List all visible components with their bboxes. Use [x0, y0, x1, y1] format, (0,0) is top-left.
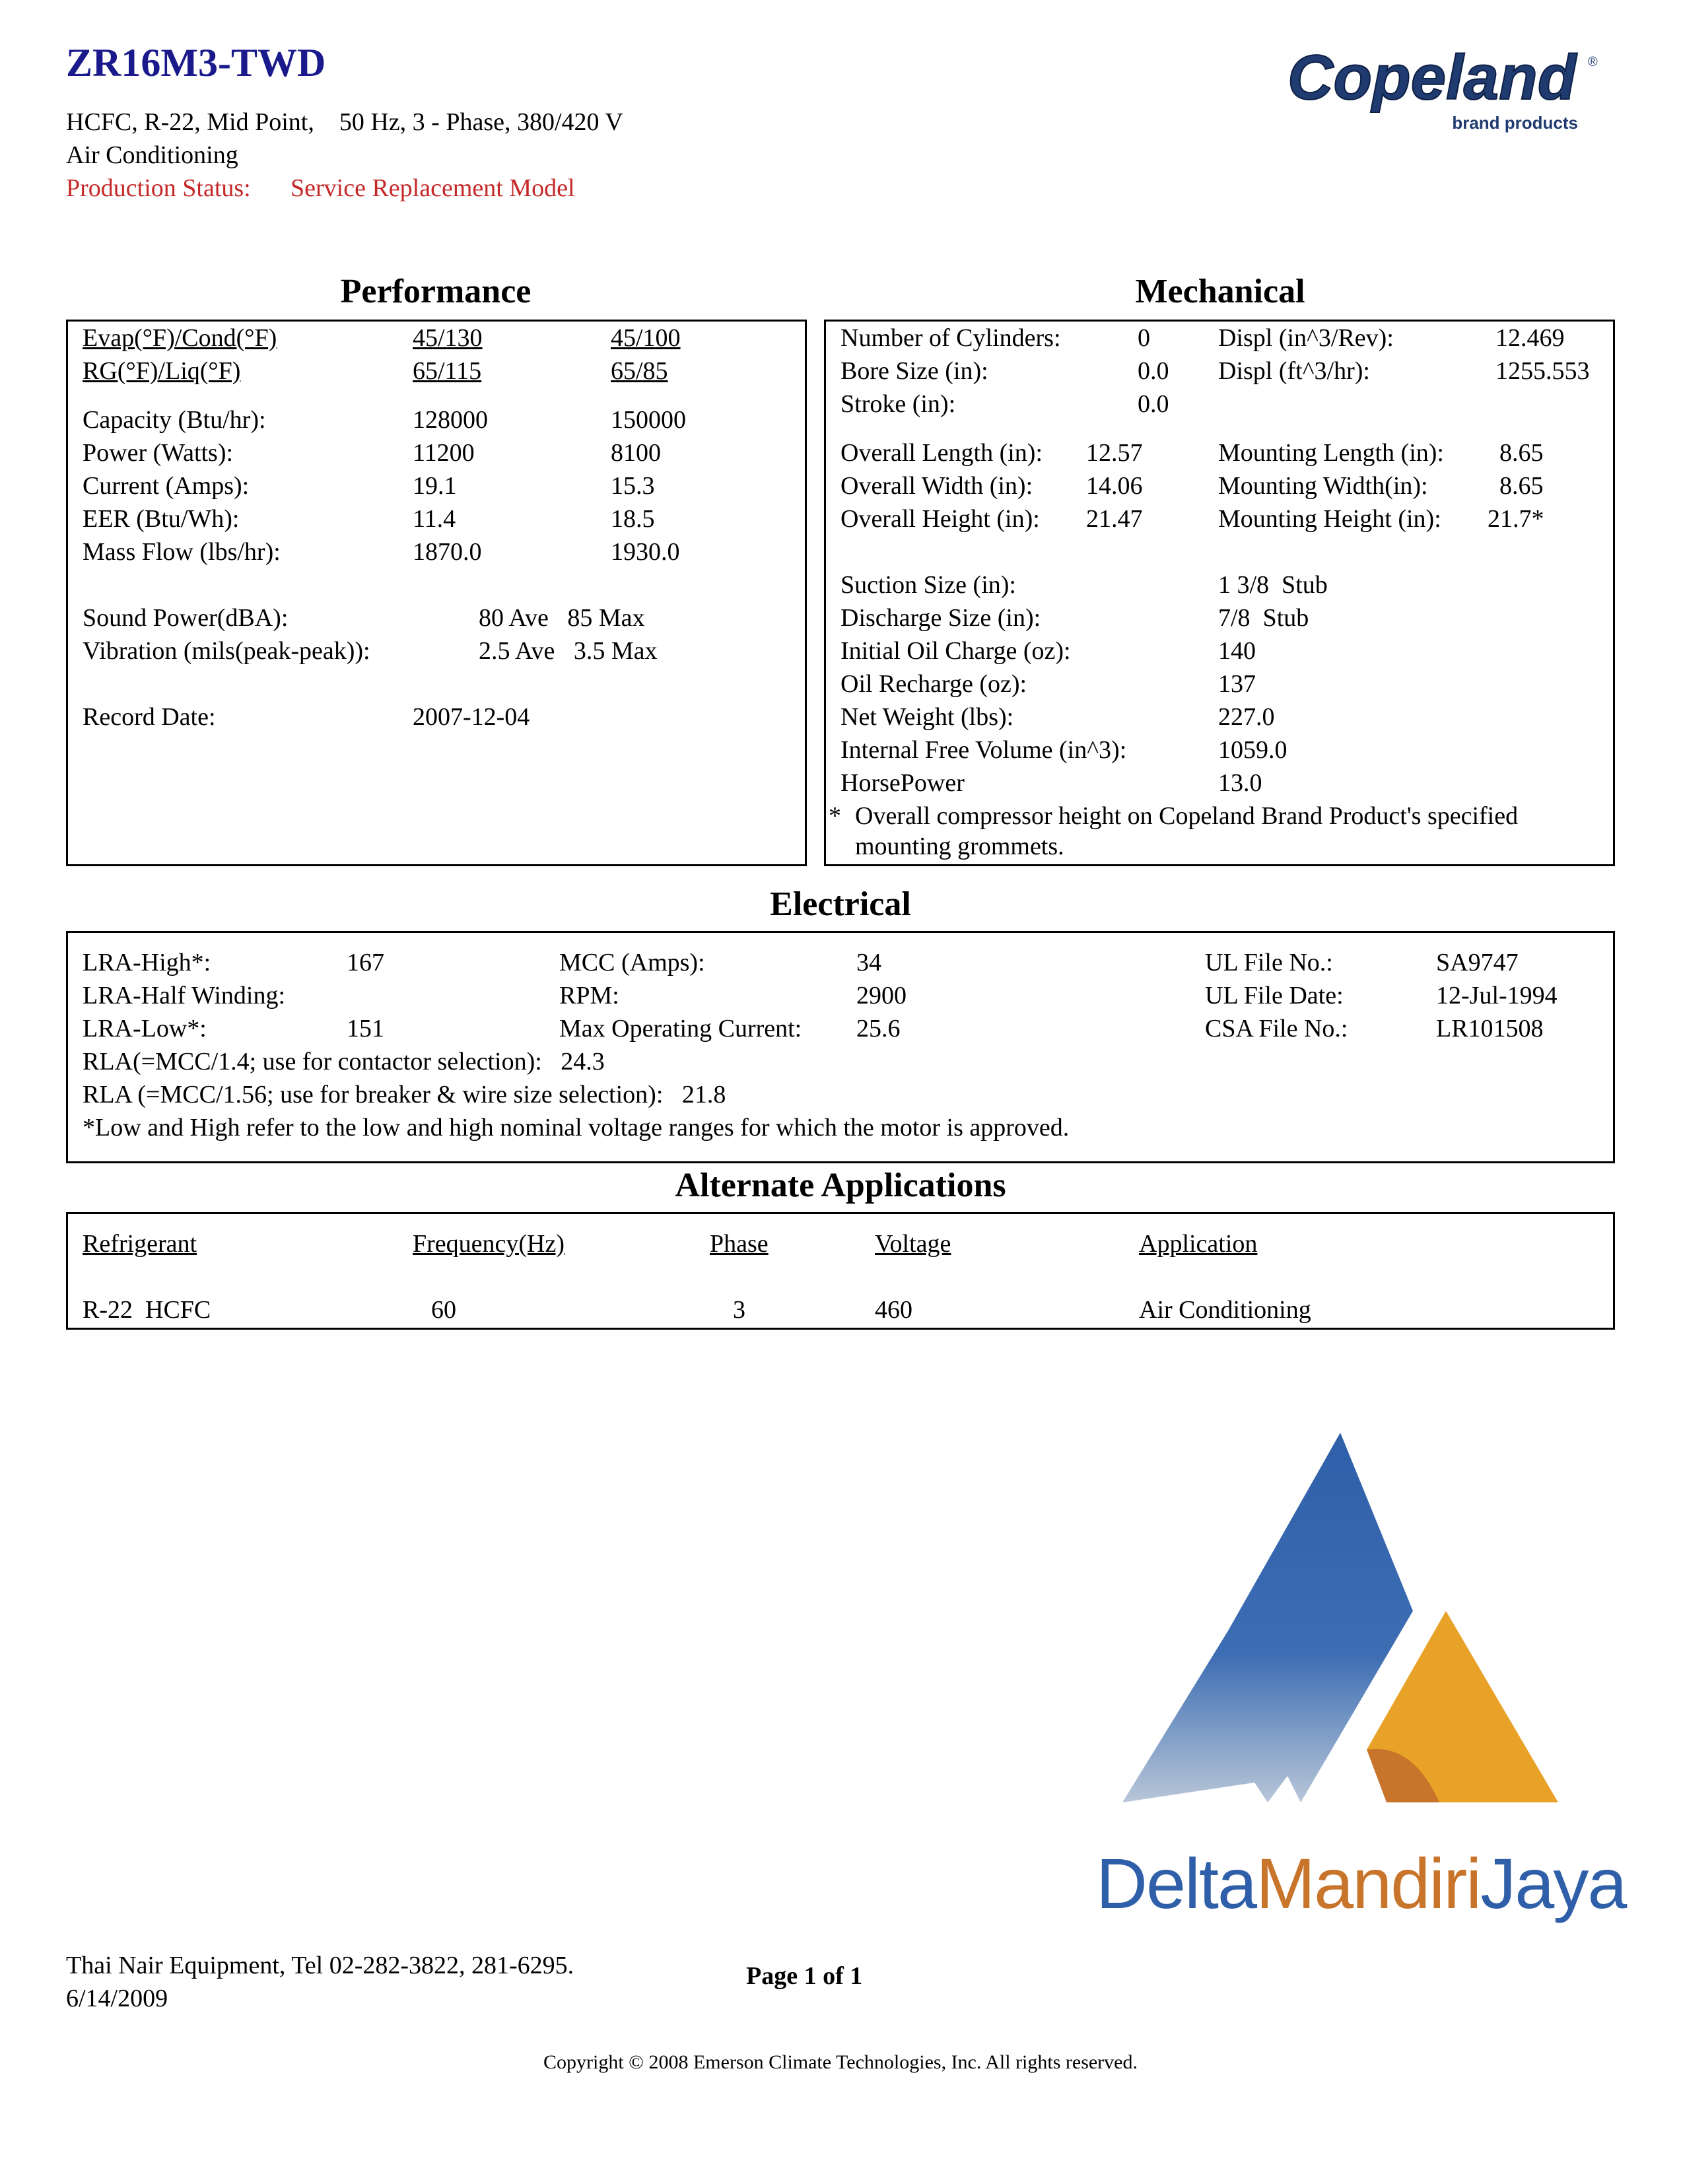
mech-label: Oil Recharge (oz):: [840, 670, 1027, 698]
performance-box: [66, 320, 807, 866]
max-operating-current-label: Max Operating Current:: [559, 1015, 802, 1042]
rpm-label: RPM:: [559, 982, 619, 1009]
mech-value: 140: [1218, 637, 1256, 665]
sound-power-label: Sound Power(dBA):: [83, 604, 289, 632]
mech-value: 227.0: [1218, 703, 1275, 731]
perf-value-2: 1930.0: [611, 538, 680, 566]
vibration-value: 2.5 Ave 3.5 Max: [479, 637, 658, 665]
displ-rev-value: 12.469: [1495, 324, 1565, 352]
mech-value: 13.0: [1218, 769, 1262, 797]
perf-value-2: 65/85: [611, 357, 668, 385]
rpm-value: 2900: [856, 982, 907, 1009]
alternate-box: [66, 1212, 1615, 1330]
lra-low-label: LRA-Low*:: [83, 1015, 207, 1042]
perf-value-1: 128000: [413, 406, 488, 434]
perf-label: Capacity (Btu/hr):: [83, 406, 266, 434]
overall-width-label: Overall Width (in):: [840, 472, 1033, 500]
height-note-line1: Overall compressor height on Copeland Brand Product's specified: [855, 802, 1519, 830]
alt-cell-phase: 3: [733, 1296, 745, 1324]
max-operating-current-value: 25.6: [856, 1015, 901, 1042]
overall-length-label: Overall Length (in):: [840, 439, 1043, 467]
footer-company: Thai Nair Equipment, Tel 02-282-3822, 281-6295.: [66, 1952, 574, 1979]
mounting-length-label: Mounting Length (in):: [1218, 439, 1444, 467]
copeland-logo: [1281, 42, 1624, 139]
lra-half-label: LRA-Half Winding:: [83, 982, 286, 1009]
perf-value-1: 45/130: [413, 324, 483, 352]
record-date-value: 2007-12-04: [413, 703, 530, 731]
svg-text:®: ®: [1588, 55, 1598, 69]
page-number: Page 1 of 1: [746, 1962, 863, 1990]
copeland-logo-sub: brand products: [1452, 113, 1578, 133]
perf-label: Power (Watts):: [83, 439, 234, 467]
sound-power-value: 80 Ave 85 Max: [479, 604, 645, 632]
mechanical-box: [824, 320, 1615, 866]
perf-value-2: 150000: [611, 406, 686, 434]
perf-label: Mass Flow (lbs/hr):: [83, 538, 281, 566]
mounting-length-value: 8.65: [1499, 439, 1544, 467]
stroke-value: 0.0: [1138, 390, 1169, 418]
height-note-line2: mounting grommets.: [855, 833, 1064, 860]
mounting-width-label: Mounting Width(in):: [1218, 472, 1428, 500]
mcc-label: MCC (Amps):: [559, 949, 705, 976]
electrical-box: [66, 931, 1615, 1163]
mech-label: Discharge Size (in):: [840, 604, 1041, 632]
perf-value-2: 18.5: [611, 505, 655, 533]
spec-line: HCFC, R-22, Mid Point, 50 Hz, 3 - Phase, 380/420 V: [66, 108, 623, 136]
mech-value: 7/8 Stub: [1218, 604, 1309, 632]
ul-file-date-value: 12-Jul-1994: [1436, 982, 1558, 1009]
perf-label: Current (Amps):: [83, 472, 250, 500]
overall-width-value: 14.06: [1086, 472, 1143, 500]
cylinders-value: 0: [1138, 324, 1150, 352]
production-status-value: Service Replacement Model: [291, 174, 575, 202]
displ-hr-value: 1255.553: [1495, 357, 1590, 385]
perf-label: RG(°F)/Liq(°F): [83, 357, 241, 385]
cylinders-label: Number of Cylinders:: [840, 324, 1061, 352]
perf-value-1: 11200: [413, 439, 475, 467]
mechanical-heading: Mechanical: [1135, 273, 1305, 310]
mounting-height-value: 21.7*: [1488, 505, 1544, 533]
displ-hr-label: Displ (ft^3/hr):: [1218, 357, 1370, 385]
alt-header-phase: Phase: [710, 1230, 769, 1258]
vibration-label: Vibration (mils(peak-peak)):: [83, 637, 370, 665]
perf-value-1: 1870.0: [413, 538, 482, 566]
ul-file-no-label: UL File No.:: [1205, 949, 1333, 976]
overall-height-label: Overall Height (in):: [840, 505, 1040, 533]
mech-label: HorsePower: [840, 769, 965, 797]
alt-header-application: Application: [1139, 1230, 1258, 1258]
alt-header-refrigerant: Refrigerant: [83, 1230, 197, 1258]
mech-value: 137: [1218, 670, 1256, 698]
alt-cell-refrigerant: R-22 HCFC: [83, 1296, 211, 1324]
ul-file-no-value: SA9747: [1436, 949, 1519, 976]
overall-length-value: 12.57: [1086, 439, 1143, 467]
record-date-label: Record Date:: [83, 703, 216, 731]
note-asterisk: *: [829, 802, 841, 830]
alt-header-voltage: Voltage: [875, 1230, 951, 1258]
mounting-width-value: 8.65: [1499, 472, 1544, 500]
mcc-value: 34: [856, 949, 881, 976]
voltage-note: *Low and High refer to the low and high nominal voltage ranges for which the motor is approved.: [83, 1114, 1070, 1142]
mech-label: Suction Size (in):: [840, 571, 1016, 599]
csa-file-no-value: LR101508: [1436, 1015, 1544, 1042]
perf-label: Evap(°F)/Cond(°F): [83, 324, 277, 352]
stroke-label: Stroke (in):: [840, 390, 956, 418]
alternate-heading: Alternate Applications: [675, 1167, 1006, 1204]
delta-mandiri-jaya-logo: [1096, 1433, 1626, 1934]
rla-contactor: RLA(=MCC/1.4; use for contactor selection): 24.3: [83, 1048, 605, 1075]
mech-label: Internal Free Volume (in^3):: [840, 736, 1127, 764]
performance-heading: Performance: [340, 273, 532, 310]
lra-high-label: LRA-High*:: [83, 949, 211, 976]
rla-breaker: RLA (=MCC/1.56; use for breaker & wire size selection): 21.8: [83, 1081, 726, 1109]
lra-high-value: 167: [347, 949, 384, 976]
lra-low-value: 151: [347, 1015, 384, 1042]
mech-value: 1059.0: [1218, 736, 1287, 764]
page-title: ZR16M3-TWD: [66, 41, 326, 85]
alt-cell-application: Air Conditioning: [1139, 1296, 1311, 1324]
application-line: Air Conditioning: [66, 141, 238, 169]
electrical-heading: Electrical: [770, 885, 911, 923]
mech-value: 1 3/8 Stub: [1218, 571, 1328, 599]
perf-value-2: 8100: [611, 439, 661, 467]
bore-label: Bore Size (in):: [840, 357, 988, 385]
mech-label: Initial Oil Charge (oz):: [840, 637, 1071, 665]
production-status-label: Production Status:: [66, 174, 251, 202]
perf-label: EER (Btu/Wh):: [83, 505, 240, 533]
alt-cell-voltage: 460: [875, 1296, 912, 1324]
mounting-height-label: Mounting Height (in):: [1218, 505, 1441, 533]
footer-date: 6/14/2009: [66, 1985, 168, 2012]
ul-file-date-label: UL File Date:: [1205, 982, 1344, 1009]
perf-value-1: 19.1: [413, 472, 457, 500]
mech-label: Net Weight (lbs):: [840, 703, 1014, 731]
alt-header-frequency: Frequency(Hz): [413, 1230, 565, 1258]
overall-height-value: 21.47: [1086, 505, 1143, 533]
bore-value: 0.0: [1138, 357, 1169, 385]
displ-rev-label: Displ (in^3/Rev):: [1218, 324, 1394, 352]
delta-mandiri-jaya-wordmark: DeltaMandiriJaya: [1096, 1843, 1626, 1923]
csa-file-no-label: CSA File No.:: [1205, 1015, 1348, 1042]
perf-value-1: 11.4: [413, 505, 456, 533]
copeland-logo-text: Copeland: [1287, 42, 1577, 113]
perf-value-2: 45/100: [611, 324, 681, 352]
alt-cell-frequency: 60: [431, 1296, 456, 1324]
copyright: Copyright © 2008 Emerson Climate Technologies, Inc. All rights reserved.: [543, 2051, 1138, 2073]
perf-value-2: 15.3: [611, 472, 655, 500]
perf-value-1: 65/115: [413, 357, 482, 385]
